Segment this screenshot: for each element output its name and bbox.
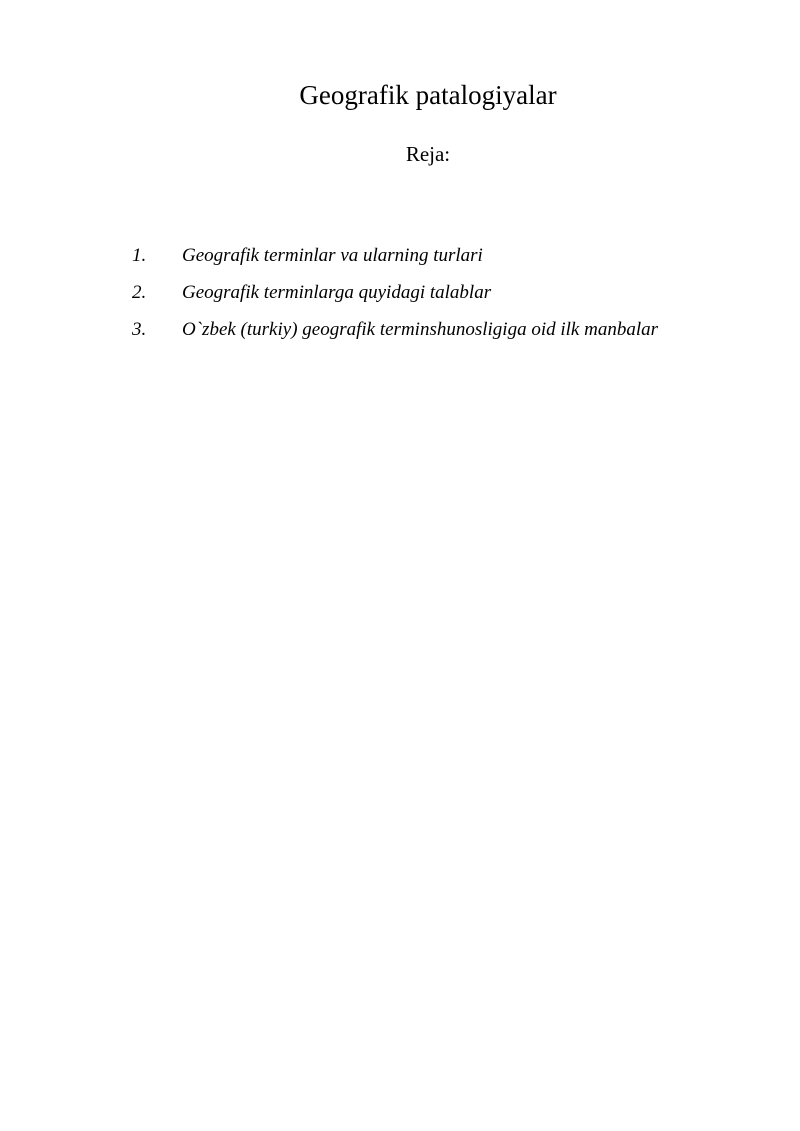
plan-item-text: Geografik terminlar va ularning turlari (182, 245, 483, 266)
plan-item-number: 3. (132, 319, 147, 340)
plan-item (132, 280, 772, 317)
plan-heading: Reja: (405, 142, 451, 166)
plan-item (132, 243, 772, 280)
plan-item-text: O`zbek (turkiy) geografik terminshunosligiga oid ilk manbalar (182, 319, 658, 340)
plan-item (132, 317, 772, 354)
plan-list (132, 243, 772, 354)
plan-item-number: 1. (132, 245, 147, 266)
plan-item-number: 2. (132, 282, 147, 303)
document-title: Geografik patalogiyalar (299, 80, 557, 110)
plan-item-text: Geografik terminlarga quyidagi talablar (182, 282, 492, 303)
